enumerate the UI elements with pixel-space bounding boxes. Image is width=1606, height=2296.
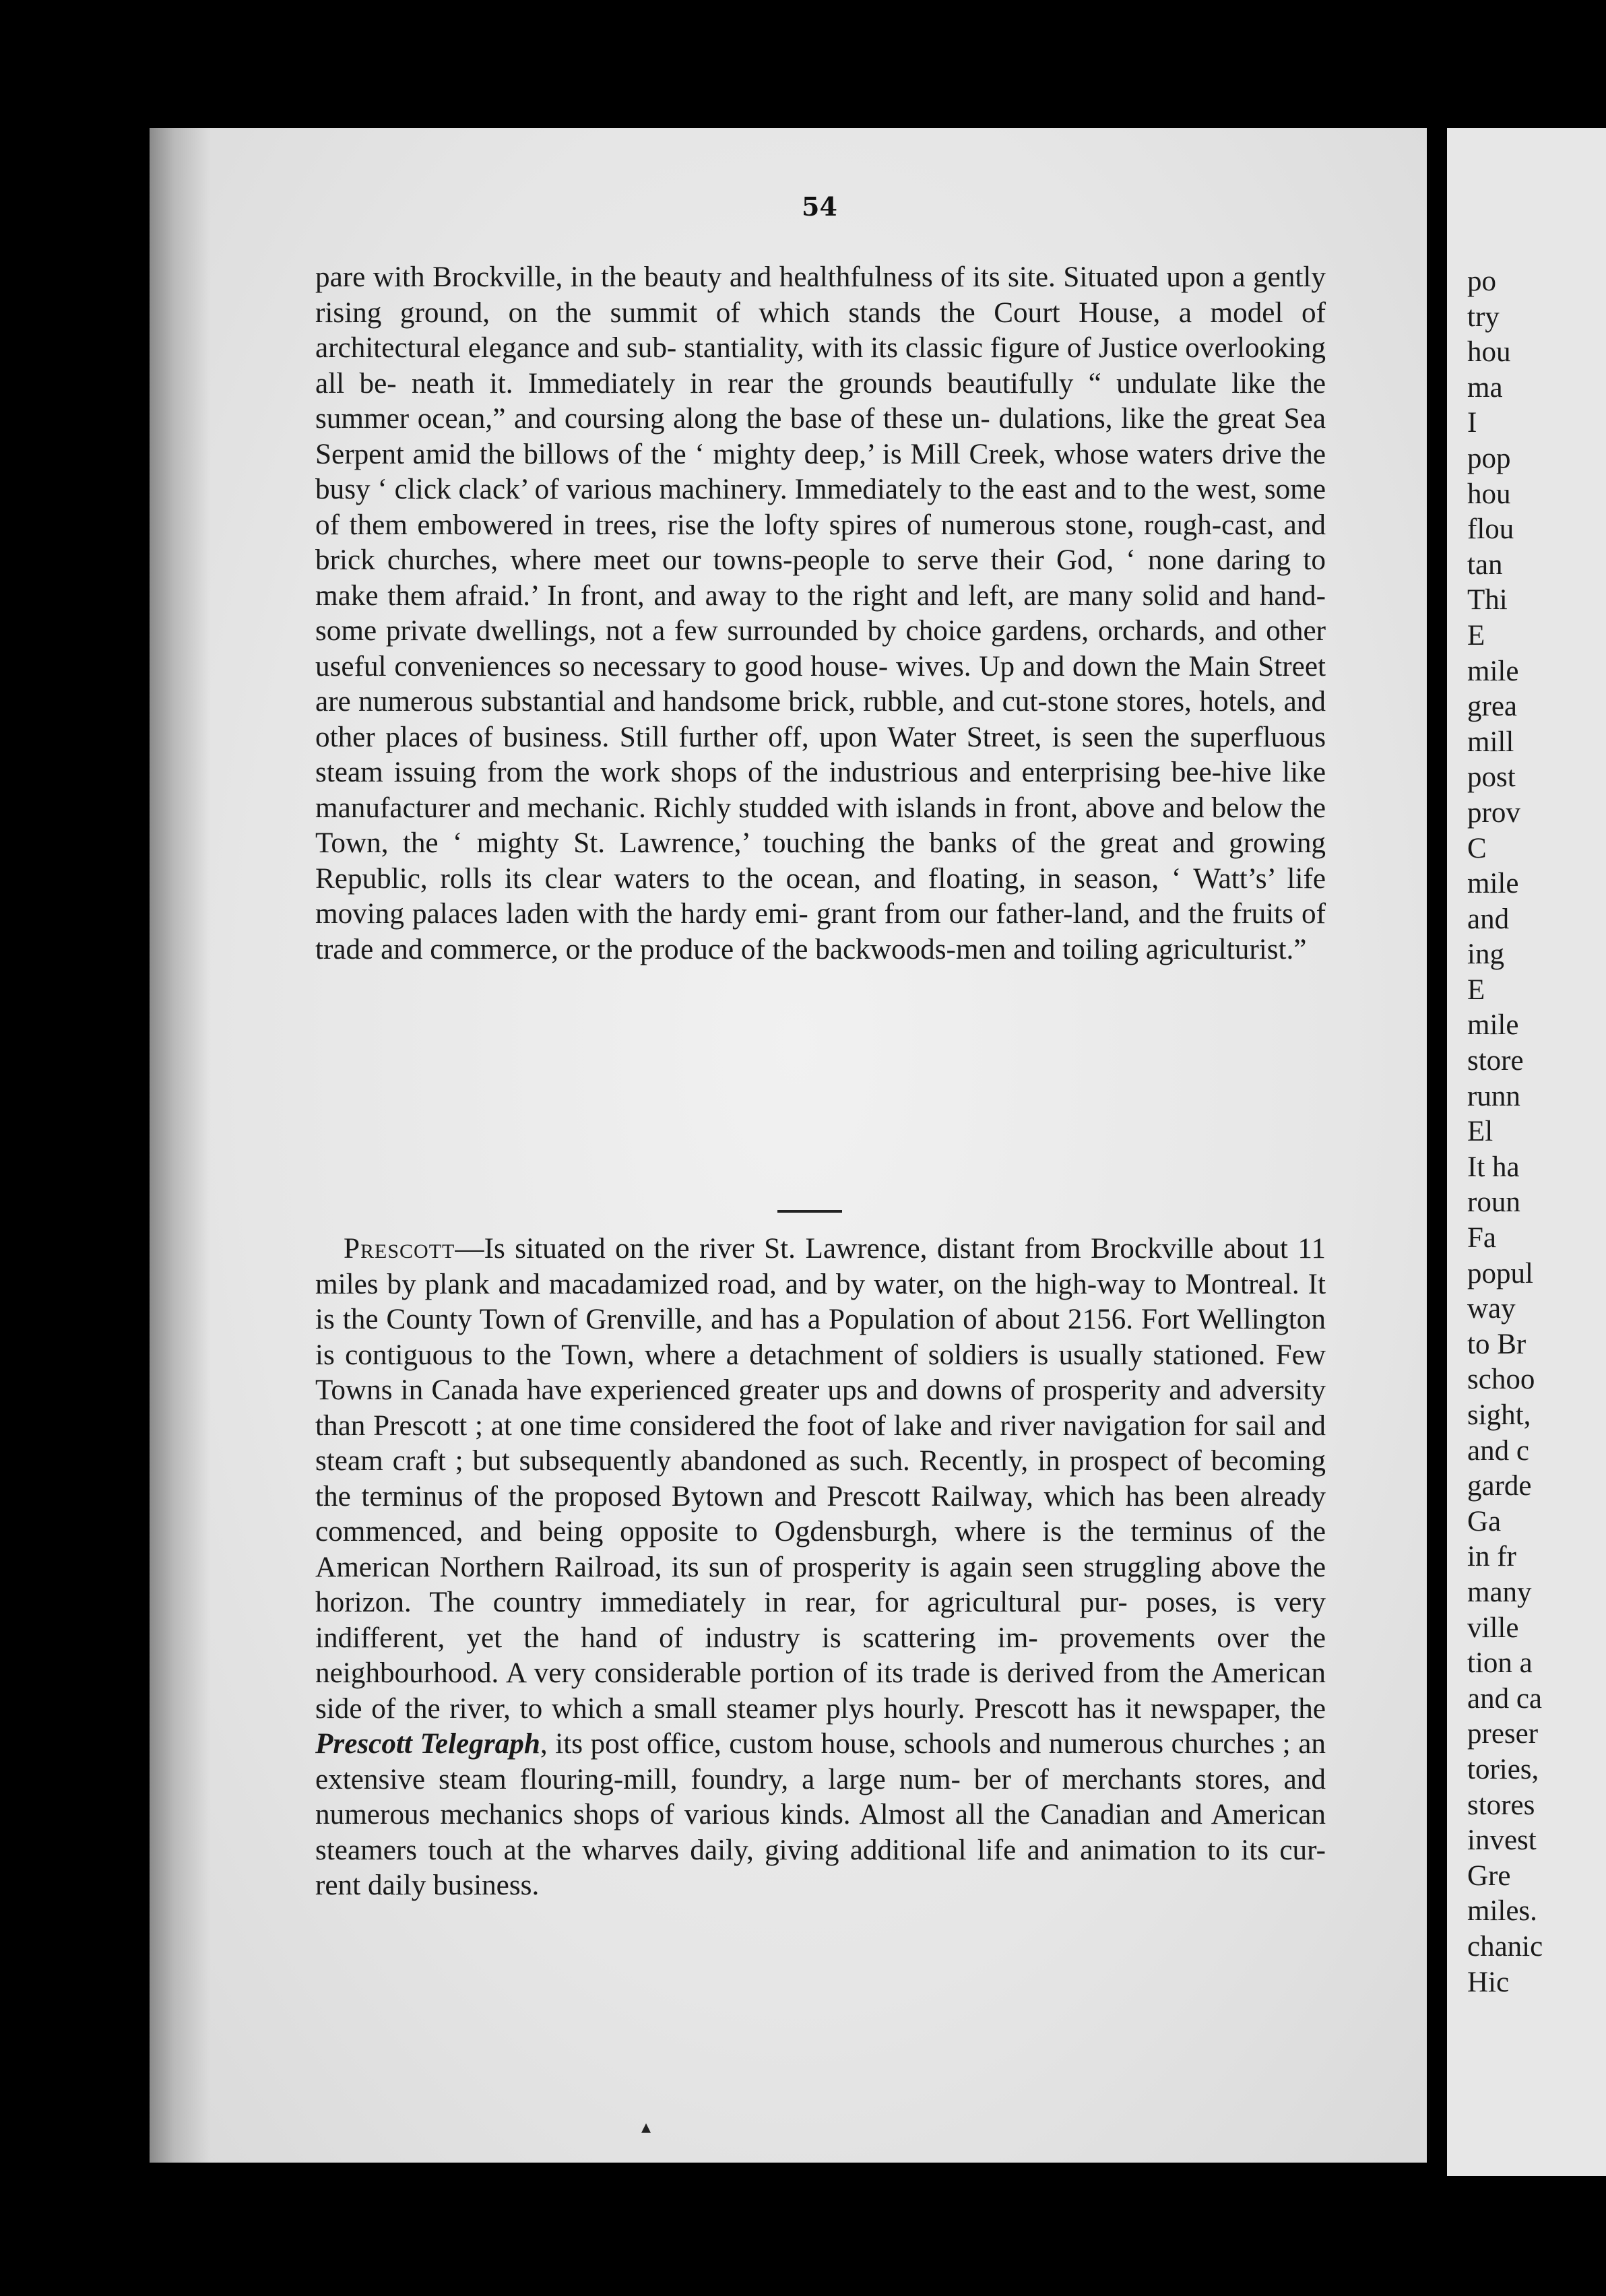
next-page-fragment: and c bbox=[1467, 1434, 1529, 1467]
quote-line: orchards, and other useful conveniences so necessary to good house- bbox=[315, 615, 1326, 682]
quote-line: west, some of them embowered in trees, rise the lofty spires of bbox=[315, 474, 1326, 541]
next-page-fragment: tories, bbox=[1467, 1753, 1539, 1785]
next-page-fragment: Ga bbox=[1467, 1505, 1502, 1537]
next-page-fragment: and bbox=[1467, 903, 1510, 935]
next-page-fragment: and ca bbox=[1467, 1682, 1543, 1715]
quote-line: wives. Up and down the Main Street are numerous substantial bbox=[315, 650, 1326, 718]
page-binding-shadow bbox=[150, 128, 210, 2163]
next-page-fragment: pop bbox=[1467, 442, 1511, 474]
quote-paragraph bbox=[315, 260, 1326, 967]
next-page-fragment: invest bbox=[1467, 1824, 1537, 1857]
next-page-fragment: store bbox=[1467, 1045, 1524, 1077]
quote-line: stantiality, with its classic figure of Justice overlooking all be- bbox=[315, 332, 1326, 400]
quote-line: Situated upon a gently rising ground, on the summit of which bbox=[315, 261, 1326, 329]
next-page-fragment: sight, bbox=[1467, 1399, 1531, 1431]
page-gutter bbox=[1427, 115, 1447, 2190]
next-page-fragment: mile bbox=[1467, 868, 1519, 900]
next-page-fragment: tan bbox=[1467, 548, 1503, 581]
quote-line: growing Republic, rolls its clear waters to the ocean, and floating, bbox=[315, 827, 1326, 895]
next-page-fragment: ma bbox=[1467, 371, 1503, 404]
next-page-fragment: popul bbox=[1467, 1257, 1533, 1289]
quote-line: ‘ mighty St. Lawrence,’ touching the banks of the great and bbox=[452, 827, 1215, 859]
next-page-fragment: prov bbox=[1467, 796, 1520, 829]
next-page-fragment: many bbox=[1467, 1576, 1532, 1608]
prescott-text-continued: , its post office, custom house, schools and numerous churches ; an extensive steam flouring-mill, foundry, a large num- ber of merchants stores, and numerous mechanics shops of various kinds. Almost all the Canadian and American steamers touch at the wharves daily, giving additional life and animation to its cur- rent daily business. bbox=[315, 1728, 1326, 1901]
quote-line: and handsome brick, rubble, and cut-stone stores, hotels, and other bbox=[315, 686, 1326, 753]
next-page-fragment: try bbox=[1467, 300, 1500, 333]
next-page-fragment: preser bbox=[1467, 1718, 1539, 1750]
quote-line: dulations, like the great Sea Serpent amid the billows of the bbox=[315, 403, 1326, 470]
quote-line: like the summer ocean,” and coursing along the base of these un- bbox=[315, 367, 1326, 435]
quote-line: places of business. Still further off, upon Water Street, is seen the bbox=[385, 721, 1180, 753]
quote-line: neath it. Immediately in rear the grounds beautifully “ undulate bbox=[411, 367, 1217, 400]
next-page-fragment: post bbox=[1467, 761, 1516, 794]
quote-line: studded with islands in front, above and below the Town, the bbox=[315, 792, 1326, 859]
next-page-fragment: E bbox=[1467, 619, 1485, 651]
next-page-fragment: chanic bbox=[1467, 1930, 1543, 1963]
next-page-fragment: Fa bbox=[1467, 1222, 1496, 1254]
next-page-fragment: in fr bbox=[1467, 1541, 1516, 1573]
quote-line: in season, ‘ Watt’s’ life moving palaces laden with the hardy emi- bbox=[315, 862, 1326, 930]
next-page-fragment: Hic bbox=[1467, 1966, 1510, 1998]
quote-line: clack’ of various machinery. Immediately to the east and to the bbox=[458, 474, 1190, 505]
next-page-fragment: El bbox=[1467, 1116, 1493, 1148]
prescott-heading: Prescott bbox=[344, 1233, 455, 1265]
quote-line: or the produce of the backwoods-men and toiling agriculturist.” bbox=[565, 933, 1307, 965]
next-page-fragment: mile bbox=[1467, 1009, 1519, 1042]
next-page-fragment: runn bbox=[1467, 1080, 1520, 1112]
next-page-fragment: It ha bbox=[1467, 1151, 1520, 1183]
prescott-paragraph bbox=[315, 1232, 1326, 1904]
next-page-fragment: po bbox=[1467, 265, 1496, 297]
next-page-fragment: garde bbox=[1467, 1470, 1532, 1502]
next-page-fragment: grea bbox=[1467, 691, 1517, 723]
quote-line: grant from our father-land, and the fruits of trade and commerce, bbox=[315, 898, 1326, 965]
next-page-fragment: mill bbox=[1467, 726, 1514, 758]
next-page-fragment: C bbox=[1467, 832, 1487, 864]
next-page-fragment: way bbox=[1467, 1293, 1516, 1325]
next-page-fragment: E bbox=[1467, 974, 1485, 1006]
prescott-telegraph-title: Prescott Telegraph bbox=[315, 1728, 540, 1760]
next-page-fragment: to Br bbox=[1467, 1328, 1527, 1360]
ink-fleck: ▴ bbox=[641, 2115, 651, 2138]
quote-line: towns-people to serve their God, ‘ none daring to make them afraid.’ bbox=[315, 544, 1326, 612]
quote-line: ‘ mighty deep,’ is Mill Creek, whose waters drive the busy ‘ click bbox=[315, 438, 1326, 505]
prescott-text: —Is situated on the river St. Lawrence, distant from Brockville about 11 miles by plank and macadamized road, and by water, on the high-way to Montreal. It is the County Town of Grenville, and has a Population of about 2156. Fort Wellington is contiguous to the Town, where a detachment of soldiers is usually stationed. Few Towns in Canada have experienced greater ups and downs of prosperity and adversity than Prescott ; at one time considered the foot of lake and river navigation for sail and steam craft ; but subsequently abandoned as such. Recently, in prospect of becoming the terminus of the proposed Bytown and Prescott Railway, which has been already commenced, and being opposite to Ogdensburgh, where is the terminus of the American Northern Railroad, its sun of prosperity is again seen struggling above the horizon. The country immediately in rear, for agricultural pur- poses, is very indifferent, yet the hand of industry is scattering im- provements over the neighbourhood. A very considerable portion of its trade is derived from the American side of the river, to which a small steamer plys hourly. Prescott has it newspaper, the bbox=[315, 1233, 1326, 1725]
quote-line: pare with Brockville, in the beauty and healthfulness of its site. bbox=[315, 261, 1056, 293]
next-page-fragment: mile bbox=[1467, 655, 1519, 687]
next-page-fragment: Thi bbox=[1467, 584, 1508, 616]
section-divider bbox=[777, 1210, 842, 1213]
next-page-fragment: flou bbox=[1467, 513, 1514, 546]
quote-line: superfluous steam issuing from the work shops of the industrious bbox=[315, 721, 1326, 788]
quote-line: stands the Court House, a model of architectural elegance and sub- bbox=[315, 296, 1326, 364]
next-page-fragment: Gre bbox=[1467, 1859, 1511, 1892]
next-page-text-fragments bbox=[1467, 264, 1543, 2000]
next-page-fragment: ville bbox=[1467, 1612, 1519, 1644]
quote-line: In front, and away to the right and left, are many solid and hand- bbox=[547, 579, 1326, 612]
next-page-fragment: hou bbox=[1467, 478, 1511, 510]
next-page-fragment: schoo bbox=[1467, 1364, 1535, 1396]
page-number: 54 bbox=[802, 191, 837, 222]
quote-line: and enterprising bee-hive like manufacturer and mechanic. Richly bbox=[315, 757, 1326, 824]
quote-line: numerous stone, rough-cast, and brick churches, where meet our bbox=[315, 509, 1326, 576]
next-page-fragment: miles. bbox=[1467, 1895, 1537, 1927]
next-page-fragment: tion a bbox=[1467, 1647, 1533, 1680]
next-page-fragment: ing bbox=[1467, 938, 1504, 971]
quote-line: some private dwellings, not a few surrounded by choice gardens, bbox=[315, 615, 1089, 647]
next-page-fragment: stores bbox=[1467, 1789, 1535, 1821]
next-page-fragment: hou bbox=[1467, 336, 1511, 369]
next-page-fragment: I bbox=[1467, 407, 1477, 439]
next-page-fragment: roun bbox=[1467, 1186, 1520, 1219]
